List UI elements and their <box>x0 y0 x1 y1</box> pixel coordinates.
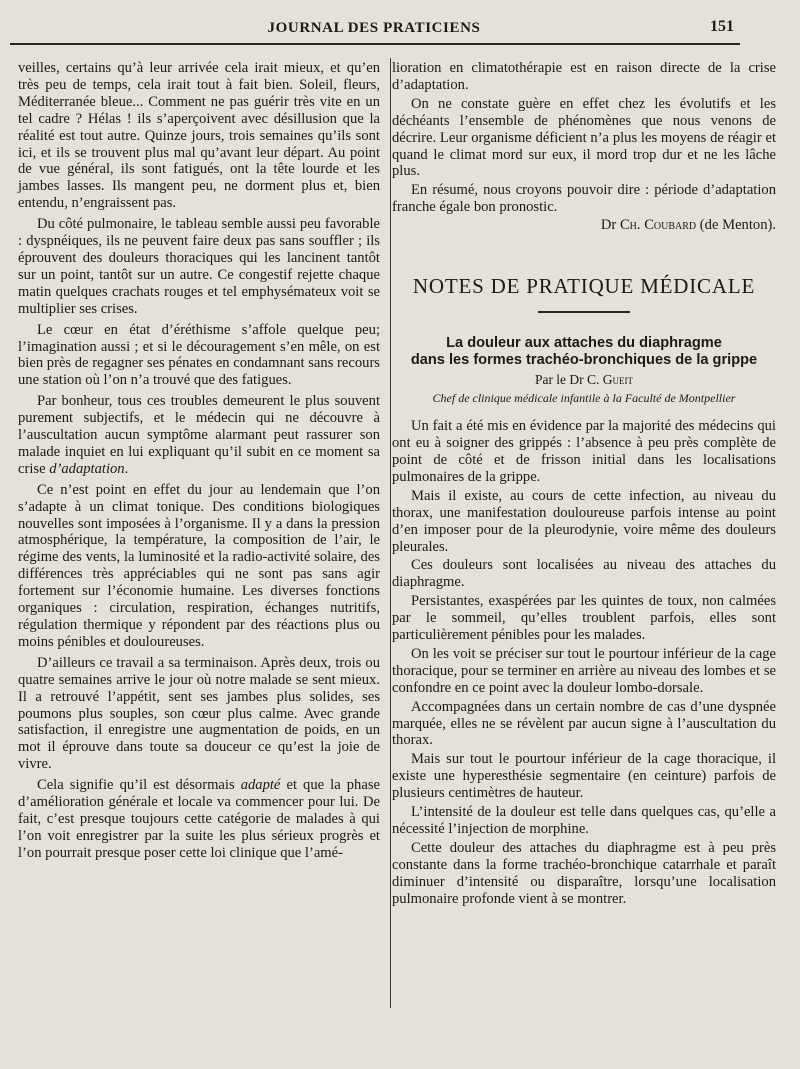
article-paragraph: On les voit se préciser sur tout le pourtour inférieur de la cage thoracique, pour se terminer en arrière au niveau des lombes et se confondre en ce point avec la douleur lombo-dorsale. <box>392 645 776 696</box>
article-byline <box>392 372 776 388</box>
signature-place: (de Menton). <box>696 217 776 234</box>
right-column <box>392 60 776 908</box>
running-head <box>14 14 734 40</box>
byline-prefix: Par le Dr <box>534 372 588 388</box>
paragraph-crisis-end: . <box>124 460 129 477</box>
paragraph-summary: En résumé, nous croyons pouvoir dire : période d’adaptation franche égale bon pronostic. <box>392 182 776 216</box>
article-paragraph: Mais il existe, au cours de cette infection, au niveau du thorax, une manifestation douloureuse parfois intense au point d’en imposer pour de la pleurodynie, voire même des douleurs pleurales. <box>392 487 776 555</box>
signature-prefix: Dr <box>600 217 620 234</box>
paragraph-adapted-end: et que la phase d’amélioration générale et locale va commencer pour lui. De fait, c’est presque toujours cette catégorie de malades à qui l’on voit enregistrer par la suite les plus sérieux progrès et l’on pourrait presque poser cette loi clinique que l’amé- <box>18 777 380 861</box>
section-title: NOTES DE PRATIQUE MÉDICALE <box>412 274 756 299</box>
paragraph-adapted-text: Cela signifie qu’il est désormais <box>36 777 241 794</box>
article-paragraph: Mais sur tout le pourtour inférieur de la cage thoracique, il existe une hyperesthésie segmentaire (en ceinture) parfois de plusieurs centimètres de hauteur. <box>392 751 776 802</box>
paragraph-evolutifs: On ne constate guère en effet chez les évolutifs et les déchéants l’ensemble de phénomènes que nous venons de décrire. Leur organisme déficient n’a plus les moyens de réagir et quand le climat mord sur eux, il mord trop dur et ne les lâche plus. <box>392 95 776 180</box>
paragraph-continued-right: lioration en climatothérapie est en raison directe de la crise d’adaptation. <box>392 60 776 93</box>
paragraph-continued: veilles, certains qu’à leur arrivée cela irait mieux, et qu’en très peu de temps, cela irait tout à fait bien. Soleil, fleurs, Méditerranée bleue... Comment ne pas guérir très vite en un tel cadre ? Hélas ! ils s’aperçoivent avec désillusion que la réalité est tout autre. Quinze jours, trois semaines qu’ils sont ici, et ils se trouvent plus mal qu’avant leur départ. Au point de vue général, ils sont fatigués, ont la tête lourde et les jambes lasses. Ils mangent peu, ne dorment plus et, bien entendu, n’engraissent pas. <box>18 60 380 212</box>
column-divider <box>390 58 391 1008</box>
section-rule <box>538 311 630 313</box>
author-affiliation: Chef de clinique médicale infantile à la Faculté de Montpellier <box>432 391 736 406</box>
article-paragraph: Cette douleur des attaches du diaphragme est à peu près constante dans la forme trachéo-bronchique catarrhale et paraît diminuer d’intensité ou disparaître, lorsqu’une localisation pulmonaire profonde vient à se montrer. <box>392 839 776 907</box>
header-rule <box>10 43 740 45</box>
article-paragraph: L’intensité de la douleur est telle dans quelques cas, qu’elle a nécessité l’injection de morphine. <box>392 804 776 837</box>
signature-name: Ch. Coubard <box>619 217 697 234</box>
page-number: 151 <box>710 18 734 35</box>
byline-name: C. Gueit <box>587 372 634 388</box>
article-title <box>392 335 776 369</box>
paragraph-crisis-emphasis: d’adaptation <box>49 460 125 477</box>
article-paragraph: Accompagnées dans un certain nombre de cas d’une dyspnée marquée, elles ne se révèlent par aucun signe à l’auscultation du thorax. <box>392 698 776 749</box>
article-title-line2: dans les formes trachéo-bronchiques de la grippe <box>410 352 758 369</box>
paragraph-heart: Le cœur en état d’éréthisme s’affole quelque peu; l’imagination aussi ; et si le découragement s’en mêle, on est bien près de regagner ses pénates en condamnant sans recours une station où l’on n’a trouvé que des fatigues. <box>18 321 380 389</box>
article-paragraph: Persistantes, exaspérées par les quintes de toux, non calmées par le sommeil, qu’elles troublent parfois, elles sont particulièrement pénibles pour les malades. <box>392 593 776 644</box>
paragraph-crisis-text: Par bonheur, tous ces troubles demeurent le plus souvent purement subjectifs, et le médecin qui ne découvre à l’auscultation aucun symptôme alarmant peut rassurer son malade inquiet en lui expliquant qu’il subit en ce moment sa crise <box>18 393 380 477</box>
paragraph-crisis <box>18 393 380 478</box>
paragraph-adapted-emphasis: adapté <box>240 777 281 794</box>
paragraph-adapted <box>18 777 380 862</box>
article-title-line1: La douleur aux attaches du diaphragme <box>446 335 722 352</box>
paragraph-climate: Ce n’est point en effet du jour au lendemain que l’on s’adapte à un climat tonique. Des conditions biologiques nouvelles sont imposées à l’organisme. Il y a dans la pression atmosphérique, la température, la composition de l’air, le régime des vents, la luminosité et la radio-activité solaire, des différences très appréciables qui ne sont pas sans agir fortement sur l’économie humaine. Les diverses fonctions organiques : circulation, respiration, échanges nutritifs, régulation thermique y répondent par des réactions plus ou moins pénibles et douloureuses. <box>18 481 380 650</box>
journal-title: JOURNAL DES PRATICIENS <box>267 20 481 36</box>
left-column <box>18 60 380 862</box>
article-paragraph: Un fait a été mis en évidence par la majorité des médecins qui ont eu à soigner des grippés : l’absence à peu près complète de point de côté et de frisson initial dans les localisations pulmonaires de la grippe. <box>392 418 776 485</box>
paragraph-pulmonary: Du côté pulmonaire, le tableau semble aussi peu favorable : dyspnéiques, ils ne peuvent faire deux pas sans souffler ; ils éprouvent des douleurs thoraciques qui les lancinent tantôt sur un point, tantôt sur un autre. Ce congestif rejette chaque matin quelques crachats rouges et tel emphysémateux voit se multiplier ses crises. <box>18 216 380 317</box>
article-paragraph: Ces douleurs sont localisées au niveau des attaches du diaphragme. <box>392 557 776 591</box>
author-signature <box>392 217 776 234</box>
paragraph-termination: D’ailleurs ce travail a sa terminaison. Après deux, trois ou quatre semaines arrive le jour où notre malade se sent mieux. Il a retrouvé l’appétit, sent ses jambes plus solides, ses poumons plus souples, son cœur plus calme. Avec grande satisfaction, il enregistre une augmentation de poids, en un mot il éprouve dans toute sa douceur ce qu’est la joie de vivre. <box>18 654 380 773</box>
